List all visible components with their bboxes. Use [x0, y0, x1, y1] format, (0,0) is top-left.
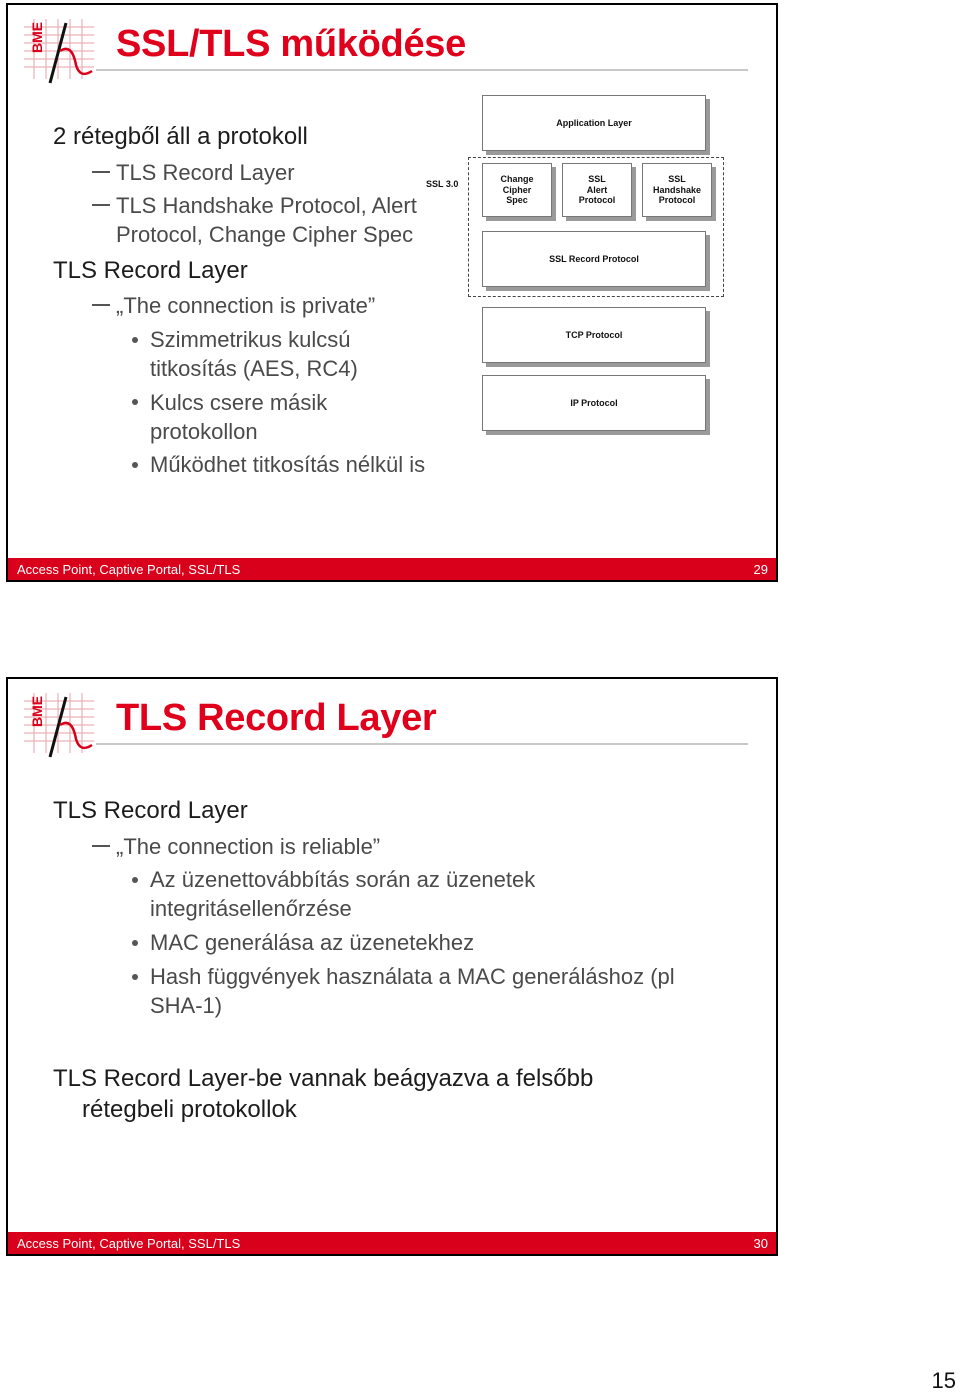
ssl-alert-protocol-label: Alert [586, 184, 608, 195]
page-number: 15 [931, 1368, 956, 1393]
bullet-l3-cont: SHA-1) [150, 993, 223, 1018]
ssl-alert-protocol-box [562, 163, 632, 217]
title-divider [96, 69, 748, 71]
slide-29 [6, 3, 778, 582]
bullet-l3-cont: integritásellenőrzése [150, 896, 352, 921]
bullet-l3-cont: titkosítás (AES, RC4) [150, 356, 358, 381]
bme-logo-text: BME [29, 695, 45, 727]
bullet-l1-cont: rétegbeli protokollok [82, 1096, 297, 1123]
ssl-handshake-protocol-label: Handshake [652, 184, 702, 195]
dash-marker [92, 304, 110, 306]
bullet-l3: Működhet titkosítás nélkül is [150, 452, 426, 477]
bme-logo-text: BME [29, 21, 45, 53]
slide-footer [8, 558, 776, 580]
bullet-l3: Szimmetrikus kulcsú [150, 327, 351, 352]
ssl-alert-protocol-label: Protocol [578, 195, 616, 206]
bullet-dot [132, 337, 138, 343]
slide-title: SSL/TLS működése [116, 23, 466, 65]
bme-logo [20, 13, 100, 85]
bullet-l2: „The connection is private” [116, 293, 376, 318]
slide-number: 29 [753, 562, 768, 577]
application-layer-box [482, 95, 706, 151]
bullet-l3-cont: protokollon [150, 419, 258, 444]
slide-number: 30 [753, 1236, 768, 1251]
bullet-dot [132, 974, 138, 980]
slide-title: TLS Record Layer [116, 697, 437, 739]
application-layer-label: Application Layer [556, 117, 632, 128]
bullet-dot [132, 462, 138, 468]
change-cipher-spec-label: Change [500, 173, 534, 184]
bullet-l1: TLS Record Layer [53, 797, 248, 824]
change-cipher-spec-label: Spec [506, 195, 528, 206]
bullet-l3: MAC generálása az üzenetekhez [150, 930, 475, 955]
ssl-alert-protocol-label: SSL [588, 173, 606, 184]
dash-marker [92, 204, 110, 206]
bullet-l1: 2 rétegből áll a protokoll [53, 123, 308, 150]
bme-logo [20, 687, 100, 759]
change-cipher-spec-label: Cipher [502, 184, 532, 195]
bullet-l1: TLS Record Layer-be vannak beágyazva a felsőbb [53, 1065, 594, 1092]
ssl-handshake-protocol-label: Protocol [658, 195, 696, 206]
footer-text: Access Point, Captive Portal, SSL/TLS [17, 562, 241, 577]
bullet-l3: Kulcs csere másik [150, 390, 328, 415]
bullet-l2: TLS Record Layer [116, 160, 295, 185]
ip-protocol-box [482, 375, 706, 431]
slide-30 [6, 677, 778, 1256]
footer-text: Access Point, Captive Portal, SSL/TLS [17, 1236, 241, 1251]
dash-marker [92, 845, 110, 847]
ssl-record-protocol-label: SSL Record Protocol [549, 253, 639, 264]
bullet-dot [132, 877, 138, 883]
tcp-protocol-box [482, 307, 706, 363]
ip-protocol-label: IP Protocol [570, 397, 618, 408]
bullet-l1: TLS Record Layer [53, 257, 248, 284]
bullet-l2: „The connection is reliable” [116, 834, 381, 859]
bullet-l2: TLS Handshake Protocol, Alert [116, 193, 417, 218]
dash-marker [92, 171, 110, 173]
bullet-dot [132, 940, 138, 946]
bullet-l3: Hash függvények használata a MAC generáláshoz (pl [150, 964, 675, 989]
bullet-l2-cont: Protocol, Change Cipher Spec [116, 222, 414, 247]
ssl-handshake-protocol-box [642, 163, 712, 217]
ssl-record-protocol-box [482, 231, 706, 287]
ssl-version-label: SSL 3.0 [426, 179, 459, 189]
title-divider [96, 743, 748, 745]
slide-footer [8, 1232, 776, 1254]
tcp-protocol-label: TCP Protocol [565, 329, 623, 340]
protocol-stack-diagram [426, 93, 726, 441]
change-cipher-spec-box [482, 163, 552, 217]
bullet-dot [132, 399, 138, 405]
ssl-handshake-protocol-label: SSL [668, 173, 686, 184]
bullet-l3: Az üzenettovábbítás során az üzenetek [150, 867, 536, 892]
